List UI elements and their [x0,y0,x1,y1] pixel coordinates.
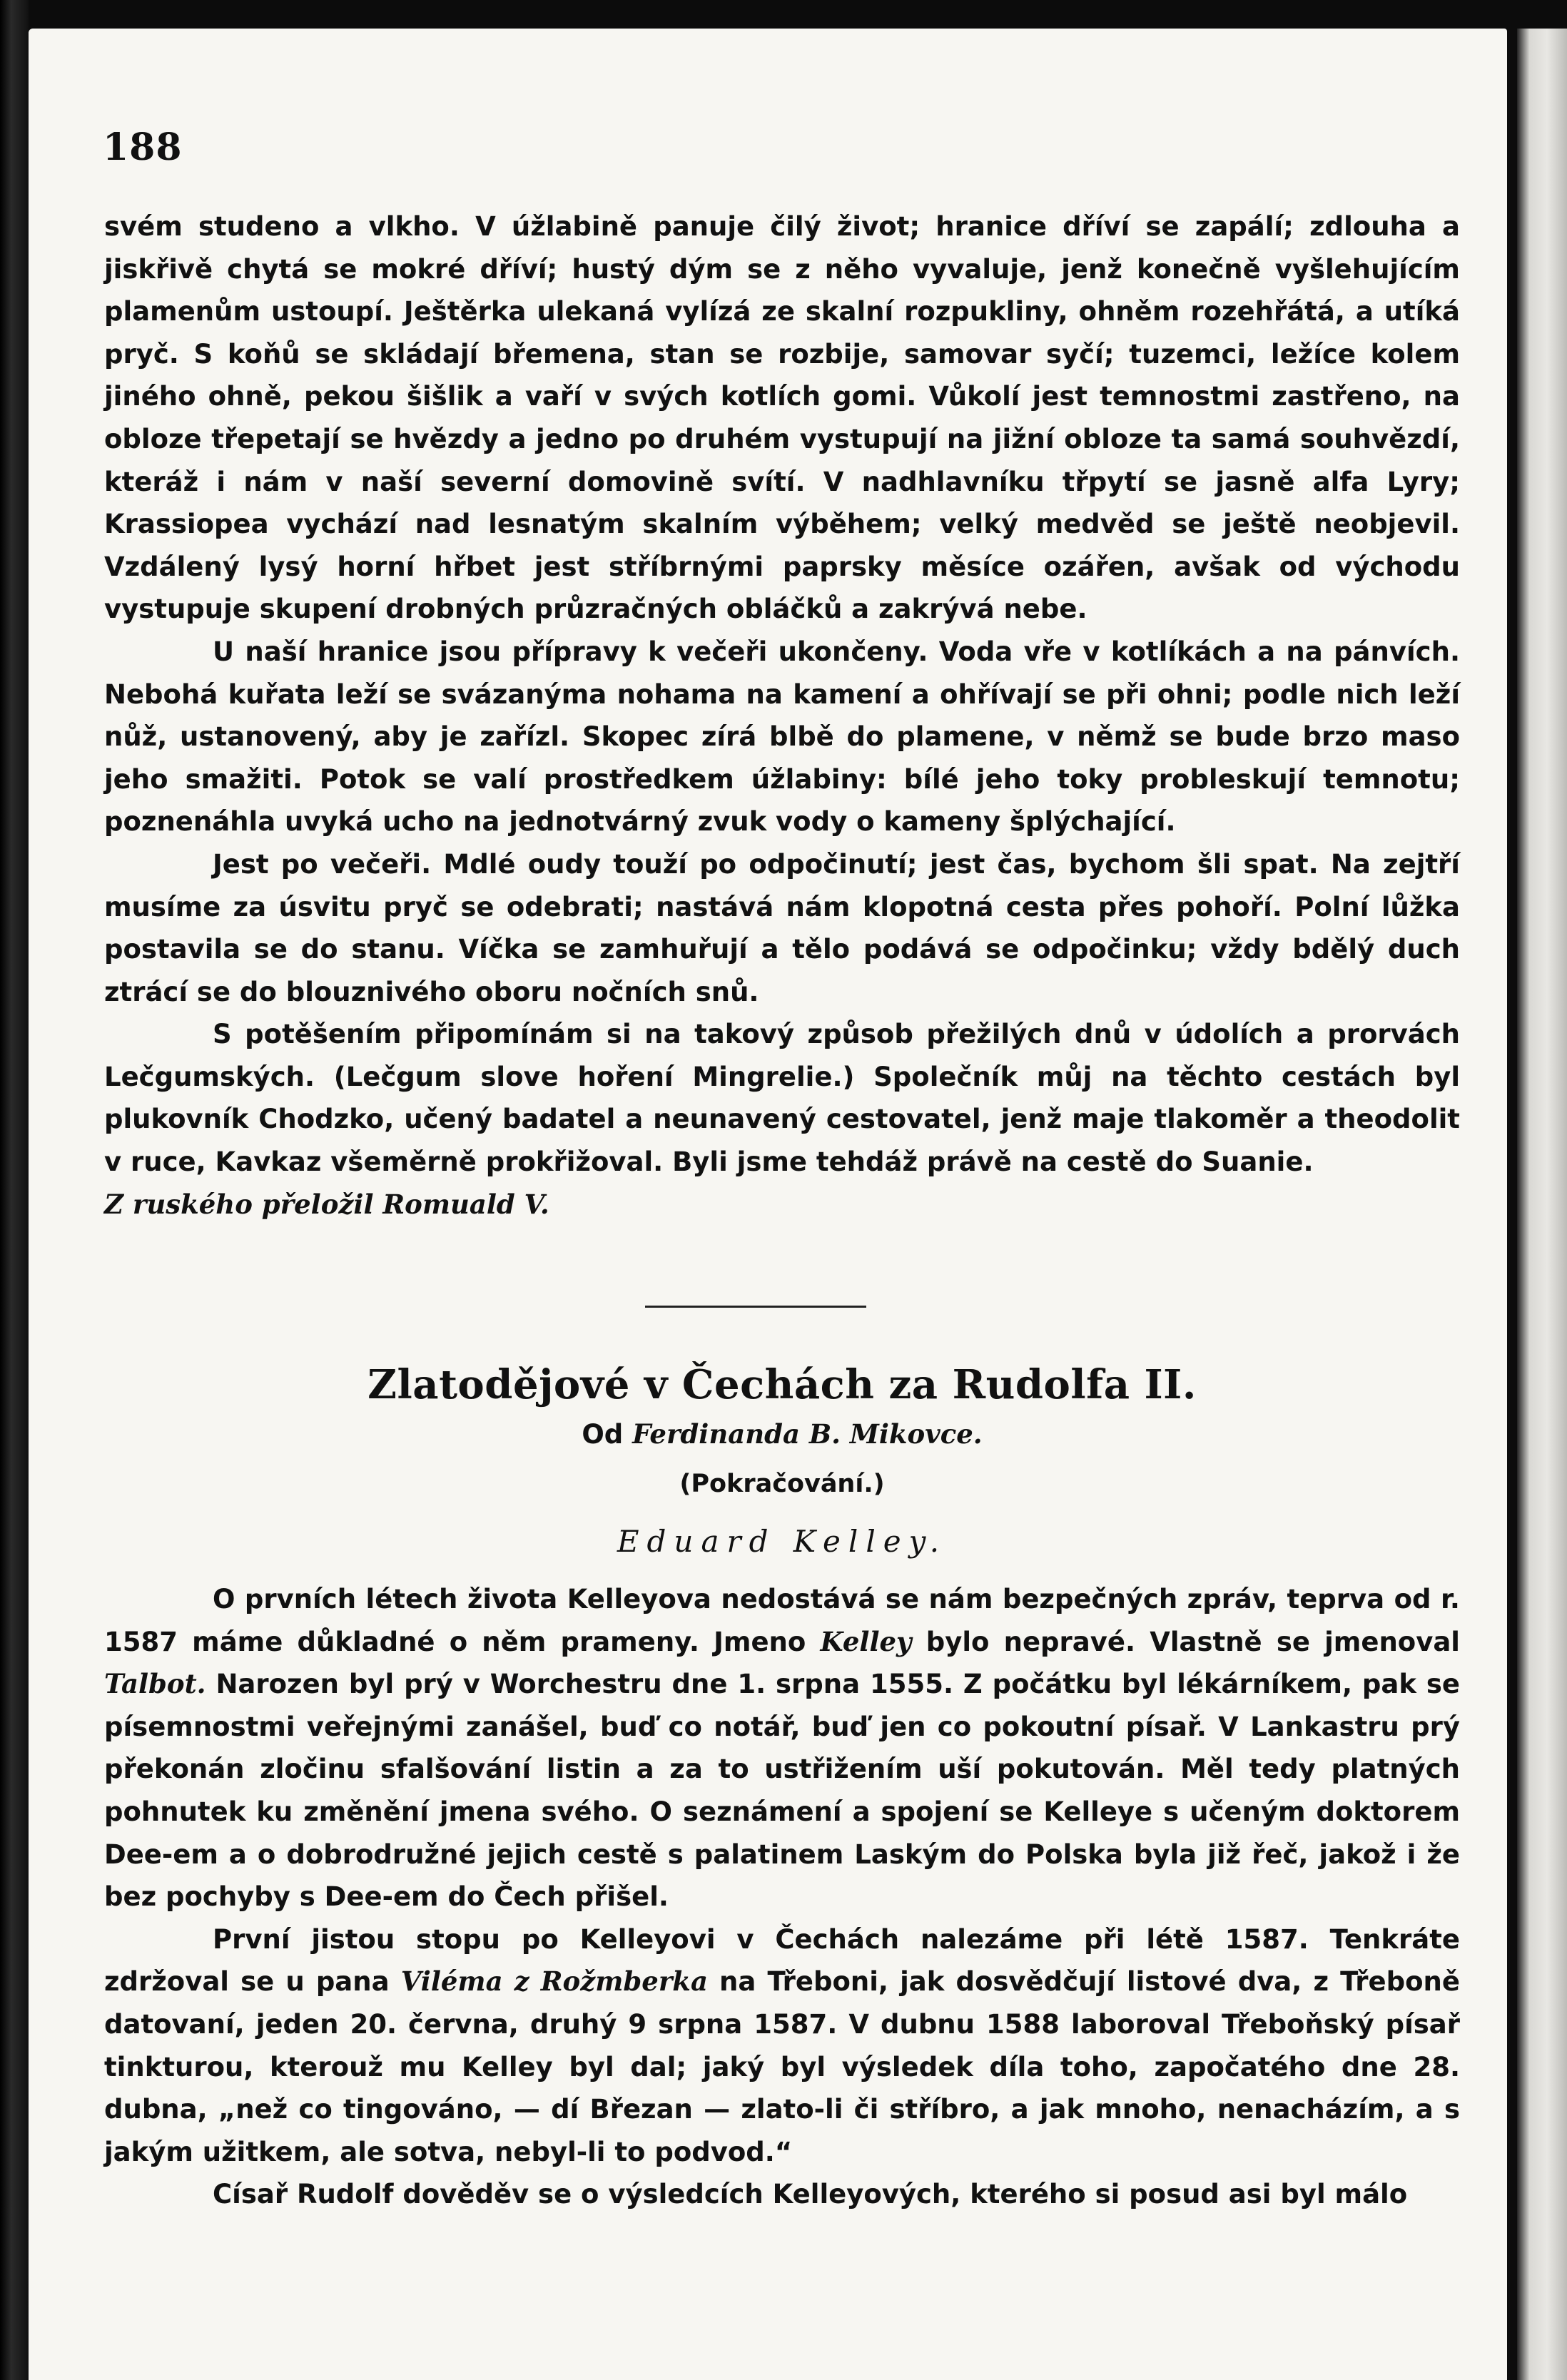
name-kelley: Kelley [820,1625,912,1657]
name-talbot: Talbot. [104,1668,206,1700]
section-divider [645,1306,866,1308]
name-vilem: Viléma z Rožmberka [400,1965,708,1998]
paragraph-1: svém studeno a vlkho. V úžlabině panuje čilý život; hranice dříví se zapálí; zdlouha a jiskřivě chytá se mokré dříví; hustý dým se z něho vyvaluje, jenž konečně vyšlehujícím plamenům ustoupí. Ještěrka ulekaná vylízá ze skalní rozpukliny, ohněm rozehřátá, a utíká pryč. S koňů se skládají břemena, stan se rozbije, samovar syčí; tuzemci, ležíce kolem jiného ohně, pekou šišlik a vaří v svých kotlích gomi. Vůkolí jest temnostmi zastřeno, na obloze třepetají se hvězdy a jedno po druhém vystupují na jižní obloze ta samá souhvězdí, kteráž i nám v naší severní domovině svítí. V nadhlavníku třpytí se jasně alfa Lyry; Krassiopea vychází nad lesnatým skalním výběhem; velký medvěd se ještě neobjevil. Vzdálený lysý horní hřbet jest stříbrnými paprsky měsíce ozářen, avšak od východu vystupuje skupení drobných průzračných obláčků a zakrývá nebe. [104,211,1460,625]
byline-author: Ferdinanda B. Mikovce. [632,1418,983,1450]
article-body [104,1578,1460,2216]
article-byline [104,1418,1460,1450]
paragraph-7: Císař Rudolf dověděv se o výsledcích Kelleyových, kterého si posud asi byl málo [213,2179,1408,2210]
byline-prefix: Od [582,1419,624,1450]
scan-edge-right [1517,29,1567,2380]
scan-edge-left [0,0,29,2380]
paragraph-2: U naší hranice jsou přípravy k večeři ukončeny. Voda vře v kotlíkách a na pánvích. Nebohá kuřata leží se svázanýma nohama na kamení a ohřívají se při ohni; podle nich leží nůž, ustanovený, aby je zařízl. Skopec zírá blbě do plamene, v němž se bude brzo maso jeho smažiti. Potok se valí prostředkem úžlabiny: bílé jeho toky probleskují temnotu; poznenáhla uvyká ucho na jednotvárný zvuk vody o kameny šplýchající. [104,636,1460,838]
translator-signature: Z ruského přeložil Romuald V. [104,1188,549,1220]
continuation-note: (Pokračování.) [679,1470,885,1498]
p5-text-a: O prvních létech života Kelleyova nedostává se nám bezpečných zpráv, teprva od r. 1587 máme důkladné o něm prameny. Jmeno [104,1584,1460,1657]
p5-text-c: Narozen byl prý v Worchestru dne 1. srpna 1555. Z počátku byl lékárníkem, pak se písemnostmi veřejnými zanášel, buď co notář, buď jen co pokoutní písař. V Lankastru prý překonán zločinu sfalšování listin a za to ustřižením uší pokutován. Měl tedy platných pohnutek ku změnění jmena svého. O seznámení a spojení se Kelleye s učeným doktorem Dee-em a o dobrodružné jejich cestě s palatinem Laským do Polska byla již řeč, jakož i že bez pochyby s Dee-em do Čech přišel. [104,1669,1460,1913]
paragraph-5 [104,1578,1460,1918]
page-number: 188 [103,126,183,169]
p6-text-a: První jistou stopu po Kelleyovi v Čechách nalezáme při létě 1587. Tenkráte zdržoval se u pana [104,1923,1460,1998]
article-title: Zlatodějové v Čechách za Rudolfa II. [367,1361,1197,1408]
continued-text [104,205,1460,1226]
paragraph-3: Jest po večeři. Mdlé oudy touží po odpočinutí; jest čas, bychom šli spat. Na zejtří musíme za úsvitu pryč se odebrati; nastává nám klopotná cesta přes pohoří. Polní lůžka postavila se do stanu. Víčka se zamhuřují a tělo podává se odpočinku; vždy bdělý duch ztrácí se do blouznivého oboru nočních snů. [104,848,1460,1007]
p6-text-b: na Třeboni, jak dosvědčují listové dva, z Třeboně datovaní, jeden 20. června, druhý 9 srpna 1587. V dubnu 1588 laboroval Třeboňský písař tinkturou, kterouž mu Kelley byl dal; jaký byl výsledek díla toho, započatého dne 28. dubna, „než co tingováno, — dí Březan — zlato-li či stříbro, a jak mnoho, nenacházím, a s jakým užitkem, ale sotva, nebyl-li to podvod.“ [104,1966,1460,2167]
paragraph-6 [104,1918,1460,2174]
paragraph-4: S potěšením připomínám si na takový způsob přežilých dnů v údolích a prorvách Lečgumských. (Lečgum slove hoření Mingrelie.) Společník můj na těchto cestách byl plukovník Chodzko, učený badatel a neunavený cestovatel, jenž maje tlakoměr a theodolit v ruce, Kavkaz všeměrně prokřižoval. Byli jsme tehdáž právě na cestě do Suanie. [104,1019,1460,1178]
p5-text-b: bylo nepravé. Vlastně se jmenoval [926,1626,1460,1657]
chapter-heading: Eduard Kelley. [617,1524,948,1559]
